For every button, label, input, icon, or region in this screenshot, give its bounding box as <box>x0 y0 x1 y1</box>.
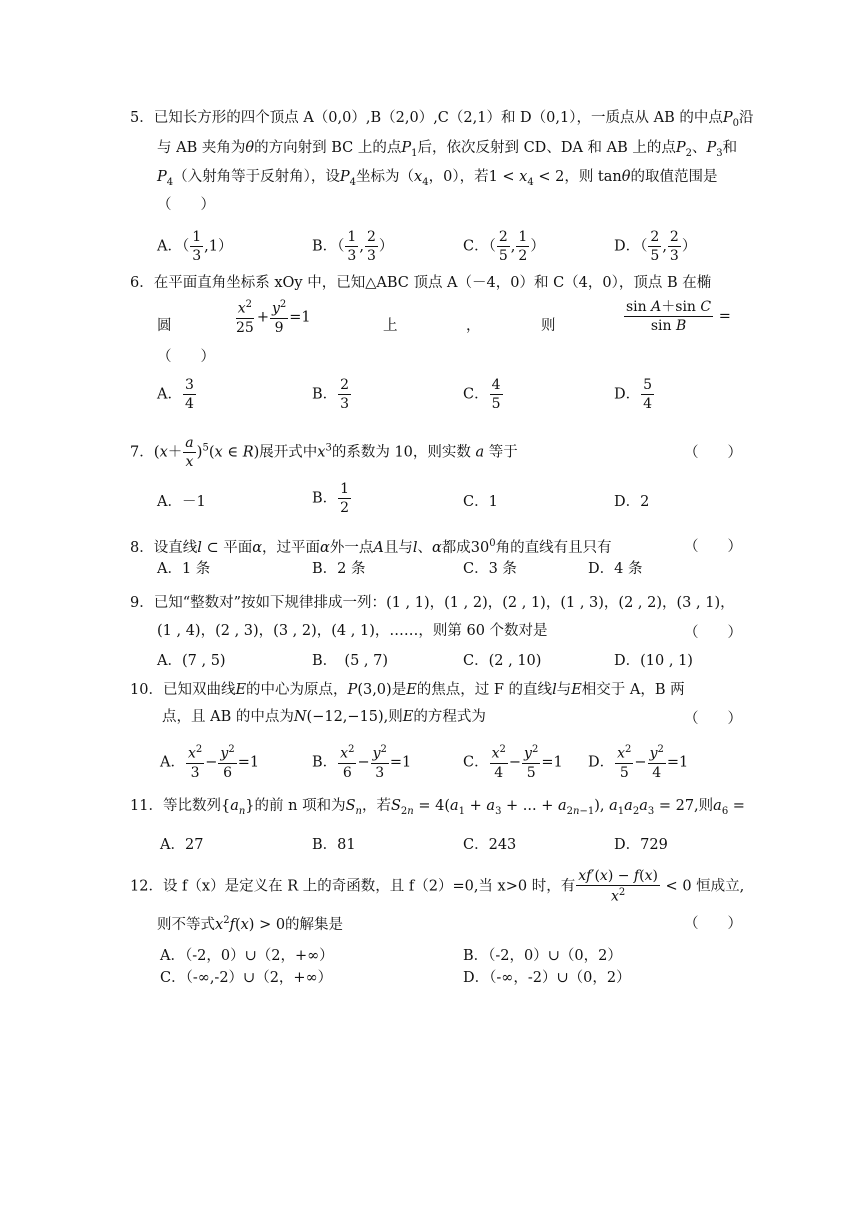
q8-option-b[interactable]: B．2 条 <box>312 561 366 577</box>
q7-text-1: 展开式中 <box>259 444 318 461</box>
q7-option-d[interactable]: D．2 <box>614 494 650 510</box>
q9-option-b[interactable]: B． (5 , 7) <box>312 653 388 669</box>
q7-option-a[interactable]: A．－1 <box>157 494 206 510</box>
q11-text-1a: 11．等比数列{ <box>130 798 231 814</box>
q9-option-a-label: A． <box>157 653 182 669</box>
q7-number: 7． <box>130 444 154 461</box>
q10-option-a-label: A． <box>160 754 185 771</box>
q5-option-b-label: B．（ <box>312 238 345 255</box>
q8-option-c[interactable]: C．3 条 <box>463 561 517 577</box>
q10-option-a[interactable]: A． $\frac{x^2}{3}$ − $\frac{y^2}{6}$ =1 <box>160 744 260 781</box>
q6-yuan: 圆 <box>157 318 172 334</box>
q12-text-2b: 的解集是 <box>285 916 344 933</box>
q9-option-c[interactable]: C．(2 , 10) <box>463 653 542 669</box>
q10-line1: 10．已知双曲线E的中心为原点，P(3,0)是E的焦点，过 F 的直线l与E相交于 A，B 两 <box>130 682 685 698</box>
q5-text-3d: ，则 tan <box>564 169 622 185</box>
q11-line1: 11．等比数列$\{a_n\}$的前 n 项和为$S_n$，若$S_{2n} = 4(a_1 + a_3$ + ... + $a_{2n-1}$), $a_1a_2a_3 = 27$,则$a_6$ = <box>130 798 745 817</box>
q8-option-d[interactable]: D．4 条 <box>588 561 643 577</box>
q11-option-a[interactable]: A．27 <box>160 837 204 853</box>
q12-option-c[interactable]: C．（-∞,-2）∪（2，+∞） <box>160 970 333 986</box>
q8-text-3: ，过平面 <box>262 539 321 556</box>
q12-text-2a: 则不等式 <box>157 916 215 933</box>
q12-text-1b: 恒成立, <box>696 878 745 895</box>
q9-paren: （ ） <box>684 625 742 641</box>
q11-option-b[interactable]: B．81 <box>312 837 356 853</box>
q6-option-b[interactable]: B． $\frac{2}{3}$ <box>312 377 350 412</box>
q6-shang: 上 <box>383 318 398 334</box>
q12-paren: （ ） <box>684 916 742 932</box>
q9-option-b-label: B． <box>312 653 330 669</box>
q6-ze: 则 <box>541 318 556 334</box>
q8-text-2: 平面 <box>223 539 253 556</box>
q9-line2: (1 , 4)，(2 , 3)，(3 , 2)，(4 , 1)，……，则第 60 个数对是 <box>157 623 548 639</box>
q7-option-b-label: B． <box>312 490 338 507</box>
q6-ellipse-equation: $\frac{x^2}{25}$ + $\frac{y^2}{9}$ =1 <box>236 299 311 336</box>
q10-option-d-label: D． <box>588 754 615 771</box>
q5-option-d-label: D．（ <box>614 238 648 255</box>
q5-option-c-label: C．（ <box>463 238 496 255</box>
q10-option-b-label: B． <box>312 754 338 771</box>
q10-text-1f: 相交于 A，B 两 <box>581 682 685 698</box>
q10-text-2b: ,则 <box>383 709 403 725</box>
q12-line1: 12．设 f（x）是定义在 R 上的奇函数，且 f（2）=0,当 x>0 时，有 $\frac{xf'(x) - f(x)}{x^2}$ < 0 恒成立, <box>130 868 745 905</box>
q10-option-c[interactable]: C． $\frac{x^2}{4}$ − $\frac{y^2}{5}$ =1 <box>463 744 563 781</box>
q9-option-d-label: D． <box>614 653 641 669</box>
q7-paren: （ ） <box>684 445 742 461</box>
q12-text-1a: 12．设 f（x）是定义在 R 上的奇函数，且 f（2）=0,当 x>0 时，有 <box>130 878 576 895</box>
q6-sine-ratio: $\frac{\text{sin A＋sin C}}{\text{sin B}}$ = <box>626 299 731 334</box>
q11-option-d[interactable]: D．729 <box>614 837 668 853</box>
q7-option-b[interactable]: B． $\frac{1}{2}$ <box>312 481 350 516</box>
q10-option-b[interactable]: B． $\frac{x^2}{6}$ − $\frac{y^2}{3}$ =1 <box>312 744 412 781</box>
q10-text-1e: 与 <box>556 682 572 698</box>
q5-option-a[interactable]: A．（ $\frac{1}{3}$ ,1） <box>157 229 233 264</box>
q11-option-c[interactable]: C．243 <box>463 837 517 853</box>
q10-option-d[interactable]: D． $\frac{x^2}{5}$ − $\frac{y^2}{4}$ =1 <box>588 744 689 781</box>
q9-text-1: 9．已知“整数对”按如下规律排成一列： <box>130 595 387 611</box>
q12-option-b[interactable]: B．（-2，0）∪（0，2） <box>463 948 622 964</box>
q6-paren: （ ） <box>157 349 215 365</box>
q7-line1: 7．(x＋ $\frac{a}{x}$ )$^5$(x ∈ R)展开式中$x^3$的系数为 10，则实数 a 等于 <box>130 435 518 470</box>
q7-text-2: 的系数为 10，则实数 <box>331 444 471 461</box>
q8-text-6: 、 <box>417 539 432 556</box>
q8-text-1: 8．设直线 <box>130 539 198 556</box>
q6-line1: 6．在平面直角坐标系 xOy 中，已知△ABC 顶点 A（－4，0）和 C（4，0），顶点 B 在椭 <box>130 275 712 291</box>
q8-paren: （ ） <box>684 539 742 555</box>
q8-option-a[interactable]: A．1 条 <box>157 561 211 577</box>
q6-comma: ， <box>466 318 481 334</box>
q8-text-4: 外一点 <box>329 539 374 556</box>
q5-option-b[interactable]: B．（ $\frac{1}{3}$ , $\frac{2}{3}$ ） <box>312 229 394 264</box>
q9-line1: 9．已知“整数对”按如下规律排成一列：(1 , 1)，(1 , 2)，(2 , 1)，(1 , 3)，(2 , 2)，(3 , 1)， <box>130 595 735 611</box>
q5-line2: 与 AB 夹角为θ的方向射到 BC 上的点$P_1$后，依次反射到 CD、DA 和 AB 上的点$P_2$、$P_3$和 <box>157 140 738 159</box>
q5-text-3e: 的取值范围是 <box>630 169 718 185</box>
q12-line2: 则不等式$x^2f(x) > 0$的解集是 <box>157 915 344 933</box>
q5-option-d[interactable]: D．（ $\frac{2}{5}$ , $\frac{2}{3}$ ） <box>614 229 697 264</box>
q6-option-c[interactable]: C． $\frac{4}{5}$ <box>463 377 501 412</box>
q5-option-c[interactable]: C．（ $\frac{2}{5}$ , $\frac{1}{2}$ ） <box>463 229 545 264</box>
q5-line1: 5．已知长方形的四个顶点 A（0,0）,B（2,0）,C（2,1）和 D（0,1），一质点从 AB 的中点$P_0$沿 <box>130 110 754 129</box>
q6-option-b-label: B． <box>312 386 338 403</box>
q9-option-c-label: C． <box>463 653 489 669</box>
q10-option-c-label: C． <box>463 754 489 771</box>
q5-text-2a: 与 AB 夹角为 <box>157 140 246 156</box>
q11-text-1d: 则 <box>698 798 714 814</box>
q5-text-3a: （入射角等于反射角），设 <box>173 169 340 185</box>
q5-text-1b: 沿 <box>738 110 754 126</box>
q5-text-3c: ，0），若 <box>428 169 489 185</box>
q9-text-2: ，……，则第 60 个数对是 <box>374 623 548 639</box>
q7-text-3: 等于 <box>488 444 518 461</box>
q5-paren: （ ） <box>157 197 215 213</box>
q5-text-2d: 、 <box>692 140 707 156</box>
q12-option-a[interactable]: A．（-2，0）∪（2，+∞） <box>160 948 334 964</box>
q6-option-a[interactable]: A． $\frac{3}{4}$ <box>157 377 194 412</box>
q8-text-7: 都成 <box>441 539 471 556</box>
q5-line3: $P_4$（入射角等于反射角），设$P_4$坐标为（$x_4$，0），若$1 < x_4 < 2$，则 tanθ的取值范围是 <box>157 169 718 188</box>
q10-text-1c: 是 <box>391 682 407 698</box>
q5-option-a-label: A．（ <box>157 238 190 255</box>
q10-text-2c: 的方程式为 <box>413 709 486 725</box>
q10-text-1b: 的中心为原点， <box>246 682 348 698</box>
q6-option-d[interactable]: D． $\frac{5}{4}$ <box>614 377 653 412</box>
q8-text-8: 角的直线有且只有 <box>495 539 612 556</box>
q6-option-c-label: C． <box>463 386 489 403</box>
q6-option-a-label: A． <box>157 386 182 403</box>
q9-option-a[interactable]: A．(7 , 5) <box>157 653 226 669</box>
q11-text-1c: ，若 <box>361 798 391 814</box>
q10-text-1d: 的焦点，过 F 的直线 <box>416 682 553 698</box>
q9-option-d[interactable]: D．(10 , 1) <box>614 653 693 669</box>
q11-text-1b: }的前 n 项和为 <box>245 798 346 814</box>
q8-line1: 8．设直线l ⊂ 平面α，过平面α外一点A且与l、α都成$30^0$角的直线有且只有 <box>130 538 612 556</box>
q12-option-d[interactable]: D．（-∞，-2）∪（0，2） <box>463 970 631 986</box>
q10-paren: （ ） <box>684 711 742 727</box>
q7-option-c[interactable]: C．1 <box>463 494 498 510</box>
q10-text-2a: 点，且 AB 的中点为 <box>162 709 294 725</box>
q5-text-2e: 和 <box>722 140 738 156</box>
q5-text-2c: 后，依次反射到 CD、DA 和 AB 上的点 <box>417 140 676 156</box>
q6-option-d-label: D． <box>614 386 641 403</box>
q5-text-3b: 坐标为（ <box>356 169 415 185</box>
q8-text-5: 且与 <box>383 539 413 556</box>
q5-text-1: 5．已知长方形的四个顶点 A（0,0）,B（2,0）,C（2,1）和 D（0,1），一质点从 AB 的中点 <box>130 110 723 126</box>
q10-text-1a: 10．已知双曲线 <box>130 682 236 698</box>
q5-text-2b: 的方向射到 BC 上的点 <box>254 140 402 156</box>
q10-line2: 点，且 AB 的中点为N(−12,−15),则E的方程式为 <box>162 709 486 725</box>
